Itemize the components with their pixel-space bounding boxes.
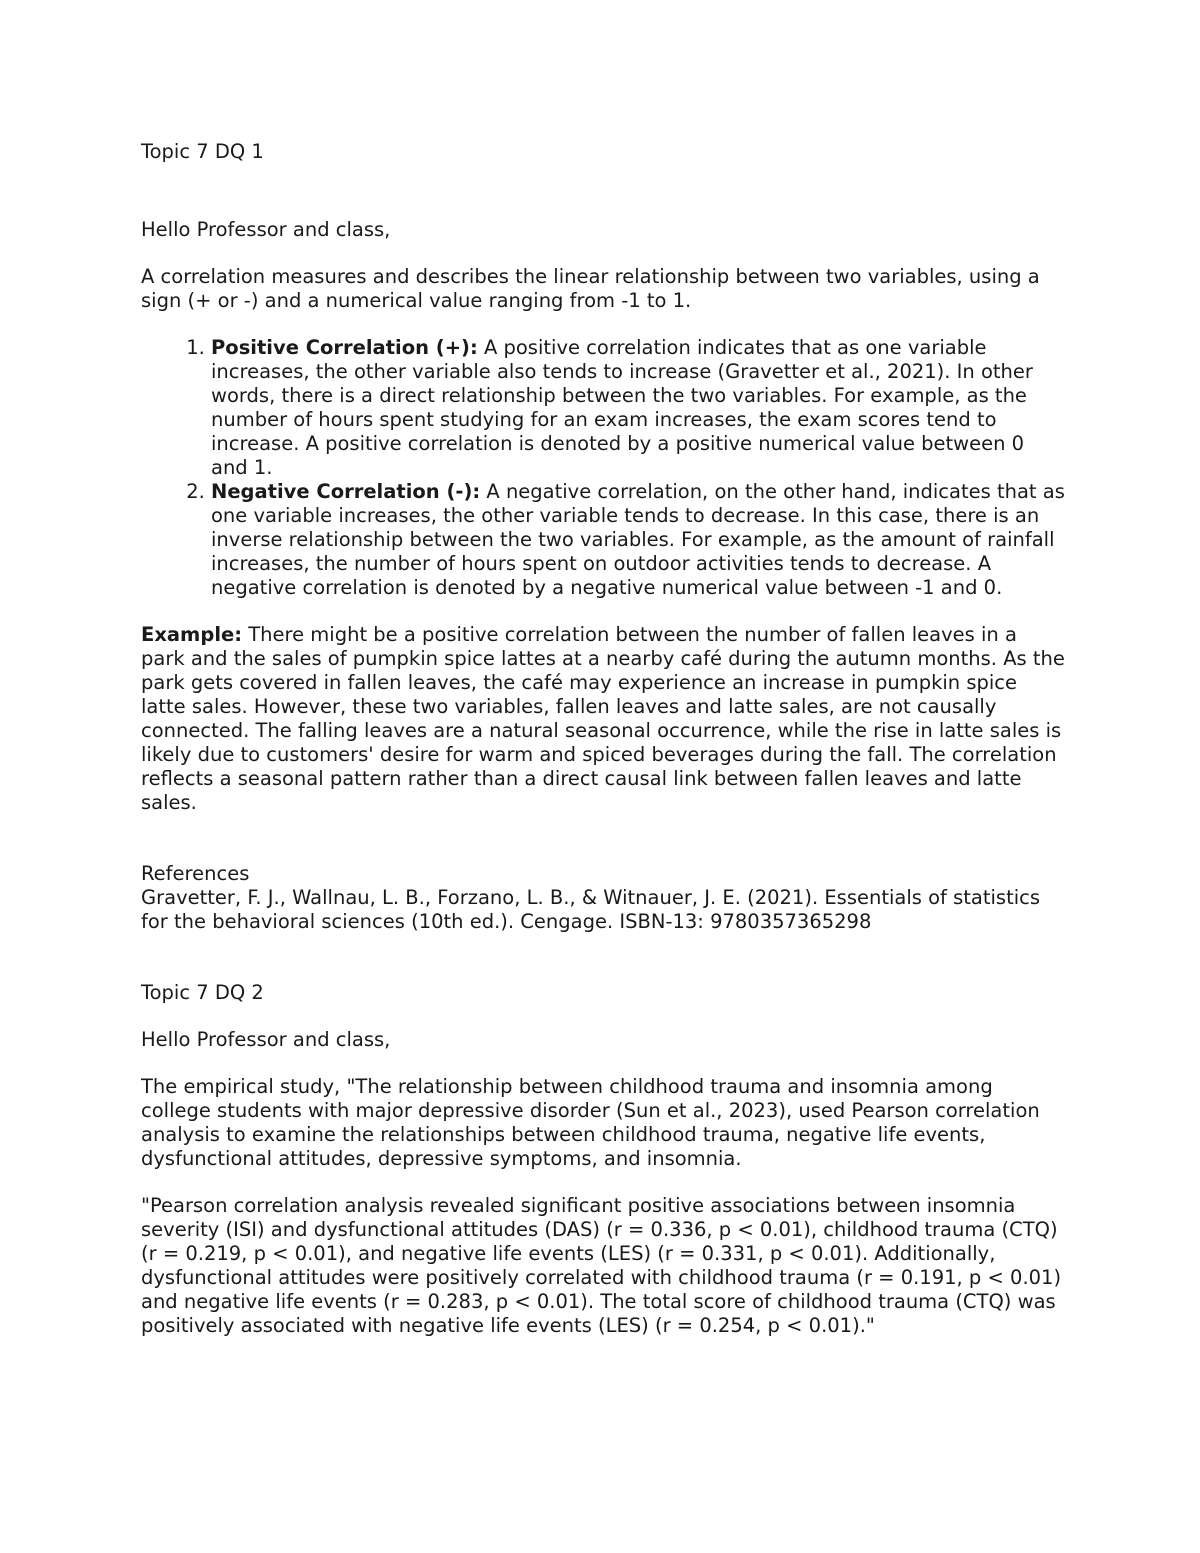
list-term: Negative Correlation (-): [211,480,481,503]
list-term: Positive Correlation (+): [211,336,478,359]
dq1-title: Topic 7 DQ 1 [141,140,264,163]
dq1-greeting: Hello Professor and class, [141,218,391,241]
dq2-greeting: Hello Professor and class, [141,1028,391,1051]
dq2-paragraph-1: The empirical study, "The relationship between childhood trauma and insomnia among college students with major depressive disorder (Sun et al., 2023), used Pearson correlation analysis to examine the relationships between childhood trauma, negative life events, dysfunctional attitudes, depressive symptoms, and insomnia. [141,1075,1040,1170]
dq2-title: Topic 7 DQ 2 [141,981,264,1004]
example-label: Example: [141,623,243,646]
list-text: A negative correlation, on the other hand, indicates that as one variable increases, the other variable tends to decrease. In this case, there is an inverse relationship between the two variables. For example, as the amount of rainfall increases, the number of hours spent on outdoor activities tends to decrease. A negative correlation is denoted by a negative numerical value between -1 and 0. [211,480,1065,599]
list-text: A positive correlation indicates that as one variable increases, the other variable also tends to increase (Gravetter et al., 2021). In other words, there is a direct relationship between the two variables. For example, as the number of hours spent studying for an exam increases, the exam scores tend to increase. A positive correlation is denoted by a positive numerical value between 0 and 1. [211,336,1033,479]
example-paragraph [141,623,1066,815]
reference-entry: Gravetter, F. J., Wallnau, L. B., Forzano, L. B., & Witnauer, J. E. (2021). Essentials of statistics for the behavioral sciences (10th ed.). Cengage. ISBN-13: 9780357365298 [141,886,1041,933]
dq2-paragraph-2: "Pearson correlation analysis revealed significant positive associations between insomnia severity (ISI) and dysfunctional attitudes (DAS) (r = 0.336, p < 0.01), childhood trauma (CTQ) (r = 0.219, p < 0.01), and negative life events (LES) (r = 0.331, p < 0.01). Additionally, dysfunctional attitudes were positively correlated with childhood trauma (r = 0.191, p < 0.01) and negative life events (r = 0.283, p < 0.01). The total score of childhood trauma (CTQ) was positively associated with negative life events (LES) (r = 0.254, p < 0.01)." [141,1194,1062,1337]
references-heading: References [141,862,250,885]
list-item-negative [211,480,1066,600]
list-item-positive [211,336,1066,480]
dq1-intro: A correlation measures and describes the linear relationship between two variables, using a sign (+ or -) and a numerical value ranging from -1 to 1. [141,265,1040,312]
example-text: There might be a positive correlation between the number of fallen leaves in a park and the sales of pumpkin spice lattes at a nearby café during the autumn months. As the park gets covered in fallen leaves, the café may experience an increase in pumpkin spice latte sales. However, these two variables, fallen leaves and latte sales, are not causally connected. The falling leaves are a natural seasonal occurrence, while the rise in latte sales is likely due to customers' desire for warm and spiced beverages during the fall. The correlation reflects a seasonal pattern rather than a direct causal link between fallen leaves and latte sales. [141,623,1065,814]
correlation-list [141,336,1066,600]
document-page [141,140,1066,1338]
